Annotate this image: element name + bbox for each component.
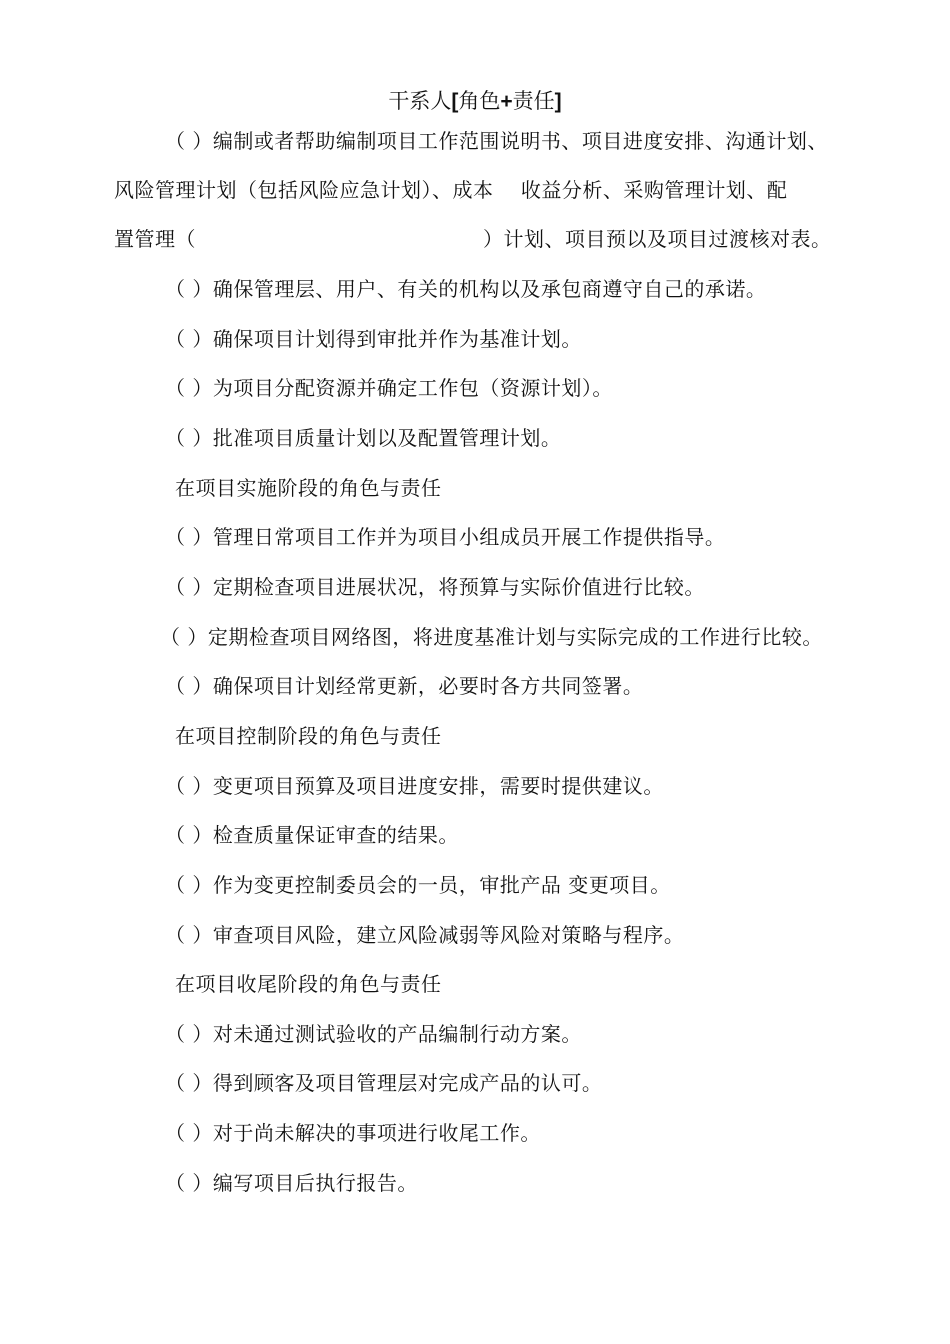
title-plus: +	[500, 90, 513, 113]
title-bracket-open: [	[451, 90, 459, 113]
control-heading: 在项目控制阶段的角色与责任	[175, 724, 442, 748]
execution-item: （ ）管理日常项目工作并为项目小组成员开展工作提供指导。	[165, 525, 726, 549]
closing-item: （ ）对未通过测试验收的产品编制行动方案。	[165, 1022, 582, 1046]
planning-item: （ ）批准项目质量计划以及配置管理计划。	[165, 426, 562, 450]
execution-item: （ ）定期检查项目网络图，将进度基准计划与实际完成的工作进行比较。	[160, 625, 823, 649]
intro-line-2: 风险管理计划（包括风险应急计划）、成本 收益分析、采购管理计划、配	[114, 178, 788, 202]
title-inner-responsibility: 责任	[512, 89, 555, 113]
execution-item: （ ）确保项目计划经常更新，必要时各方共同签署。	[165, 674, 644, 698]
intro-line-1: （ ）编制或者帮助编制项目工作范围说明书、项目进度安排、沟通计划、	[165, 129, 828, 153]
execution-heading: 在项目实施阶段的角色与责任	[175, 476, 442, 500]
title-main: 干系人	[388, 89, 452, 113]
control-item: （ ）检查质量保证审查的结果。	[165, 823, 459, 847]
planning-item: （ ）确保管理层、用户、有关的机构以及承包商遵守自己的承诺。	[165, 277, 767, 301]
execution-item: （ ）定期检查项目进展状况，将预算与实际价值进行比较。	[165, 575, 705, 599]
intro-line-3: 置管理（ ）计划、项目预以及项目过渡核对表。	[114, 227, 832, 251]
title-bracket-close: ]	[554, 90, 562, 113]
closing-item: （ ）编写项目后执行报告。	[165, 1171, 418, 1195]
planning-item: （ ）确保项目计划得到审批并作为基准计划。	[165, 327, 582, 351]
closing-item: （ ）得到顾客及项目管理层对完成产品的认可。	[165, 1071, 603, 1095]
title-inner-role: 角色	[458, 89, 501, 113]
planning-item: （ ）为项目分配资源并确定工作包（资源计划）。	[165, 376, 613, 400]
control-item: （ ）变更项目预算及项目进度安排，需要时提供建议。	[165, 774, 664, 798]
document-title	[0, 86, 950, 117]
closing-item: （ ）对于尚未解决的事项进行收尾工作。	[165, 1121, 541, 1145]
closing-heading: 在项目收尾阶段的角色与责任	[175, 972, 442, 996]
control-item: （ ）作为变更控制委员会的一员，审批产品 变更项目。	[165, 873, 671, 897]
control-item: （ ）审查项目风险，建立风险减弱等风险对策略与程序。	[165, 923, 685, 947]
